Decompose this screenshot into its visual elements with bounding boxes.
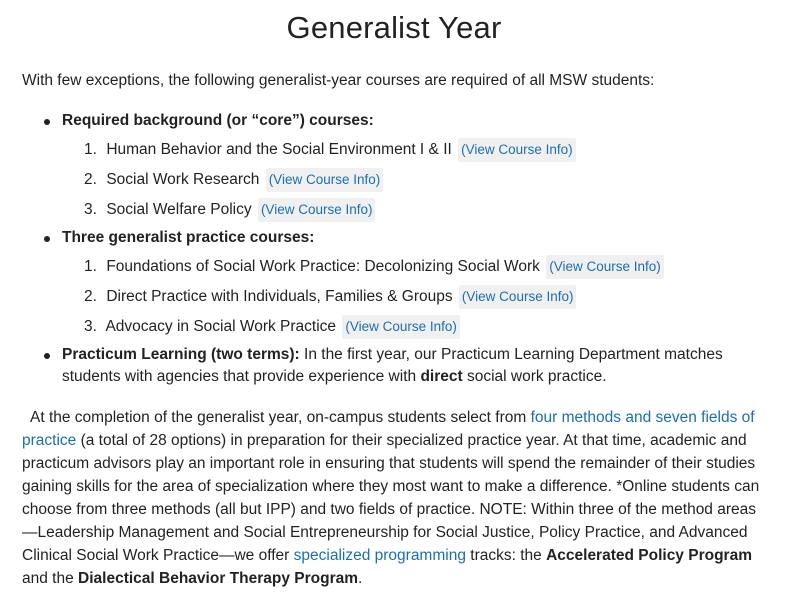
view-course-info-button[interactable]: (View Course Info) bbox=[266, 168, 384, 192]
course-number: 1. bbox=[84, 258, 97, 276]
core-courses-item bbox=[22, 110, 766, 222]
paragraph-text: At the completion of the generalist year, on-campus students select from bbox=[30, 409, 531, 426]
course-number: 3. bbox=[84, 201, 97, 219]
paragraph-text: and the bbox=[22, 570, 79, 587]
course-requirements-list bbox=[22, 110, 766, 388]
course-item bbox=[62, 168, 766, 192]
course-name: Direct Practice with Individuals, Families & Groups bbox=[106, 288, 453, 306]
course-item bbox=[62, 138, 766, 162]
bullet-icon bbox=[44, 353, 50, 359]
course-item bbox=[62, 285, 766, 309]
practicum-text-end: social work practice. bbox=[462, 368, 607, 385]
course-name: Social Work Research bbox=[106, 171, 260, 189]
specialized-programming-link[interactable]: specialized programming bbox=[293, 547, 466, 564]
accelerated-policy-program-text: Accelerated Policy Program bbox=[546, 547, 752, 564]
course-name: Advocacy in Social Work Practice bbox=[105, 318, 337, 336]
course-name: Human Behavior and the Social Environment I & II bbox=[106, 141, 452, 159]
specialization-paragraph bbox=[22, 406, 766, 590]
practicum-text: In the first year, our Practicum Learning Department matches students with agencies that provide experience with bbox=[62, 346, 723, 385]
course-item bbox=[62, 255, 766, 279]
view-course-info-button[interactable]: (View Course Info) bbox=[342, 315, 460, 339]
core-courses-heading: Required background (or “core”) courses: bbox=[62, 112, 374, 129]
bullet-icon bbox=[44, 119, 50, 125]
course-item bbox=[62, 198, 766, 222]
course-number: 2. bbox=[84, 288, 97, 306]
practicum-item bbox=[22, 344, 766, 388]
bullet-icon bbox=[44, 236, 50, 242]
view-course-info-button[interactable]: (View Course Info) bbox=[258, 198, 376, 222]
course-item bbox=[62, 315, 766, 339]
paragraph-text: tracks: the bbox=[465, 547, 547, 564]
view-course-info-button[interactable]: (View Course Info) bbox=[459, 285, 577, 309]
course-number: 1. bbox=[84, 141, 97, 159]
view-course-info-button[interactable]: (View Course Info) bbox=[546, 255, 664, 279]
practice-courses-list bbox=[62, 255, 766, 339]
course-number: 2. bbox=[84, 171, 97, 189]
page-title: Generalist Year bbox=[286, 10, 502, 45]
practicum-bold-text: direct bbox=[420, 368, 463, 385]
practicum-heading: Practicum Learning (two terms): bbox=[62, 346, 300, 363]
paragraph-text: (a total of 28 options) in preparation for their specialized practice year. At that time, academic and practicum advisors play an important role in ensuring that students will spend the remainder of their studies gaining skills for the area of specialization where they most want to make a difference. *Online students can choose from three methods (all but IPP) and two fields of practice. NOTE: Within three of the method areas—Leadership Management and Social Entrepreneurship for Social Justice, Policy Practice, and Advanced Clinical Social Work Practice—we offer bbox=[22, 432, 760, 564]
course-name: Social Welfare Policy bbox=[106, 201, 252, 219]
paragraph-text: . bbox=[358, 570, 363, 587]
core-courses-list bbox=[62, 138, 766, 222]
course-name: Foundations of Social Work Practice: Decolonizing Social Work bbox=[106, 258, 540, 276]
practice-courses-item bbox=[22, 227, 766, 339]
dbt-program-text: Dialectical Behavior Therapy Program bbox=[78, 570, 358, 587]
practice-courses-heading: Three generalist practice courses: bbox=[62, 229, 315, 246]
course-number: 3. bbox=[84, 318, 97, 336]
intro-text: With few exceptions, the following generalist-year courses are required of all MSW students: bbox=[22, 72, 655, 89]
methods-fields-link[interactable]: four methods and seven fields of practice bbox=[22, 409, 755, 449]
view-course-info-button[interactable]: (View Course Info) bbox=[458, 138, 576, 162]
